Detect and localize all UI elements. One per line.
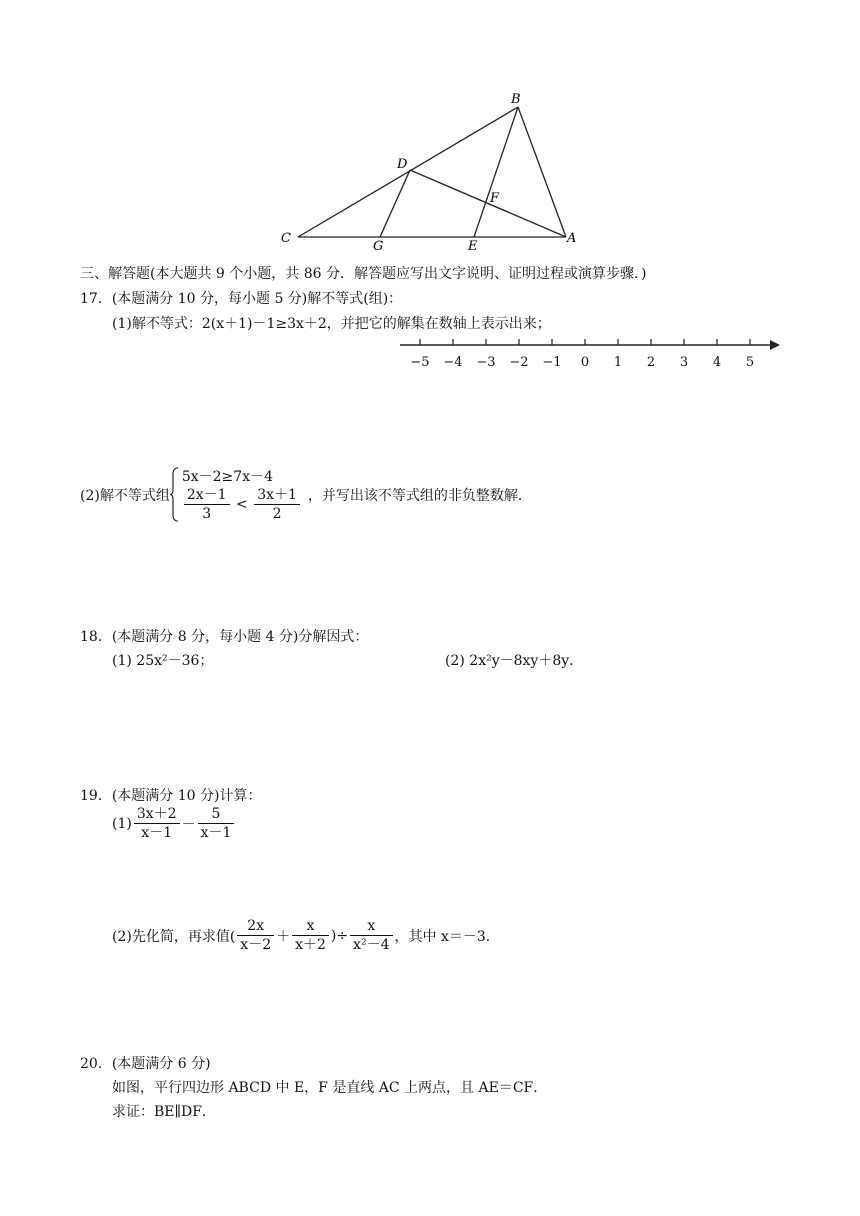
q17-part2-suffix: ，并写出该不等式组的非负整数解． — [307, 487, 532, 504]
q18-part2: (2) 2x²y－8xy＋8y． — [445, 653, 584, 669]
number-line-tick-label: −4 — [443, 355, 463, 370]
fraction-left: $\frac{2x-1}{3}$ — [184, 487, 230, 522]
number-line-tick-label: 5 — [745, 355, 755, 370]
left-brace-icon — [170, 467, 180, 522]
segment-BA — [518, 107, 566, 237]
number-line-tick-label: 0 — [580, 355, 590, 370]
q19-p1-fraction-1: $\frac{3x+2}{x-1}$ — [134, 806, 180, 841]
q19-p2-fraction-1: $\frac{2x}{x-2}$ — [237, 918, 274, 953]
q19-part1: (1) $\frac{3x+2}{x-1}$ － $\frac{5}{x-1}$ — [112, 806, 236, 841]
q20-line1: 如图，平行四边形 ABCD 中 E，F 是直线 AC 上两点，且 AE＝CF． — [112, 1080, 548, 1096]
q17-part2-prefix: (2)解不等式组 — [80, 487, 170, 504]
triangle-figure — [270, 85, 600, 255]
q19-p1-fraction-2: $\frac{5}{x-1}$ — [198, 806, 235, 841]
q18-part1: (1) 25x²－36； — [112, 653, 214, 669]
system-line-1: 5x－2≥7x－4 — [181, 469, 273, 485]
segment-CB — [298, 107, 518, 237]
number-line-tick-label: 3 — [679, 355, 689, 370]
q19-p2-fraction-3: $\frac{x}{\text{x²－4}}$ — [350, 918, 392, 953]
q17-part1: (1)解不等式：2(x＋1)－1≥3x＋2，并把它的解集在数轴上表示出来； — [112, 316, 551, 332]
inequality-system — [170, 467, 302, 522]
q19-part2: (2)先化简，再求值( $\frac{2x}{x-2}$ ＋ $\frac{x}{x+2}$ )÷ $\frac{x}{\text{x²－4}}$ ，其中 x＝－3． — [112, 918, 500, 953]
label-B: B — [511, 92, 521, 107]
label-E: E — [468, 239, 478, 254]
number-line — [398, 335, 783, 375]
segment-BE — [474, 107, 518, 237]
q18-title: 18．(本题满分 8 分，每小题 4 分)分解因式： — [80, 629, 369, 645]
label-D: D — [397, 157, 408, 172]
q17-title: 17．(本题满分 10 分，每小题 5 分)解不等式(组)： — [80, 291, 403, 307]
number-line-tick-label: 1 — [613, 355, 623, 370]
section-heading: 三、解答题(本大题共 9 个小题，共 86 分．解答题应写出文字说明、证明过程或演算步骤．) — [80, 266, 647, 282]
number-line-arrow-icon — [770, 340, 780, 350]
segment-DA — [410, 170, 566, 237]
label-F: F — [490, 191, 500, 206]
label-C: C — [281, 231, 291, 246]
number-line-tick-label: −2 — [509, 355, 529, 370]
label-A: A — [567, 231, 577, 246]
system-line-2: $\frac{2x-1}{3}$ < $\frac{3x+1}{2}$ — [182, 487, 302, 522]
fraction-right: $\frac{3x+1}{2}$ — [254, 487, 300, 522]
number-line-tick-label: −1 — [542, 355, 562, 370]
q19-p2-fraction-2: $\frac{x}{x+2}$ — [292, 918, 329, 953]
number-line-tick-label: 2 — [646, 355, 656, 370]
q17-part2 — [80, 467, 532, 522]
q19-title: 19．(本题满分 10 分)计算： — [80, 788, 262, 804]
number-line-tick-label: 4 — [712, 355, 722, 370]
number-line-tick-label: −5 — [410, 355, 430, 370]
number-line-tick-label: −3 — [476, 355, 496, 370]
label-G: G — [373, 239, 384, 254]
q20-line2: 求证：BE∥DF． — [112, 1104, 216, 1120]
q20-title: 20．(本题满分 6 分) — [80, 1056, 211, 1072]
